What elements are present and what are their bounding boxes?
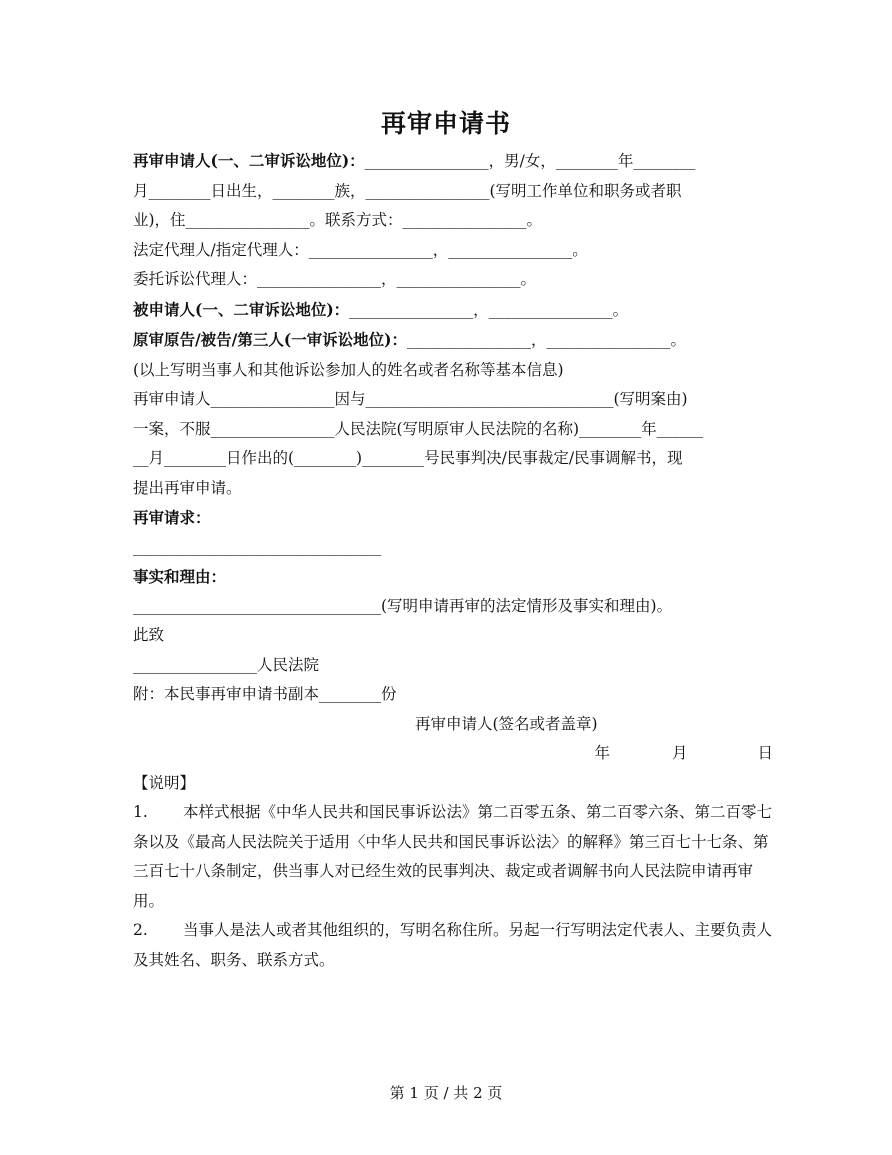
respondent-fields: ________________，________________。 [349, 300, 629, 319]
page-footer: 第 1 页 / 共 2 页 [389, 1084, 503, 1102]
date-day: 日 [757, 744, 773, 762]
applicant-fields: ________________，男/女，________年________ [364, 152, 696, 170]
case-line-1: 再审申请人________________因与________________________________(写明案由) [133, 390, 688, 408]
case-line-3: __月________日作出的(________)________号民事判决/民事裁定/民事调解书，现 [133, 449, 683, 467]
respondent-label: 被申请人(一、二审诉讼地位)： [133, 299, 350, 319]
signature-line: 再审申请人(签名或者盖章) [415, 714, 598, 733]
facts-reasons-heading: 事实和理由： [133, 567, 227, 586]
legal-representative-line: 法定代理人/指定代理人：________________，________________。 [133, 240, 588, 259]
note-item-1 [133, 798, 773, 916]
date-month: 月 [671, 744, 688, 762]
document-title: 再审申请书 [380, 109, 511, 138]
attachment-line: 附：本民事再审申请书副本________份 [133, 685, 397, 703]
document-body [133, 146, 773, 975]
court-name-line: ________________人民法院 [133, 655, 320, 674]
case-line-4: 提出再审申请。 [133, 478, 242, 497]
agent-line: 委托诉讼代理人：________________，________________。 [133, 270, 537, 288]
applicant-address-line: 业)，住________________。联系方式：________________。 [133, 211, 543, 229]
note-number-1: 1. [133, 803, 148, 821]
original-party-label: 原审原告/被告/第三人(一审诉讼地位)： [133, 330, 407, 349]
retrial-request-heading: 再审请求： [133, 508, 211, 527]
original-party-fields: ________________，________________。 [407, 331, 687, 349]
note-item-2 [133, 916, 773, 975]
party-info-note: (以上写明当事人和其他诉讼参加人的姓名或者名称等基本信息) [133, 360, 564, 379]
applicant-birth-line: 月________日出生，________族，________________(写明工作单位和职务或者职 [133, 181, 682, 200]
note-text-2: 当事人是法人或者其他组织的，写明名称住所。另起一行写明法定代表人、主要负责人及其姓名、职务、联系方式。 [133, 921, 773, 969]
note-text-1: 本样式根据《中华人民共和国民事诉讼法》第二百零五条、第二百零六条、第二百零七条以及《最高人民法院关于适用〈中华人民共和国民事诉讼法〉的解释》第三百七十七条、第三百七十八条制定，供当事人对已经生效的民事判决、裁定或者调解书向人民法院申请再审用。 [133, 803, 773, 910]
applicant-line [133, 146, 773, 177]
original-party-line [133, 325, 773, 356]
facts-reasons-blank: ________________________________(写明申请再审的法定情形及事实和理由)。 [133, 596, 673, 615]
applicant-label: 再审申请人(一、二审诉讼地位)： [133, 151, 365, 170]
date-year: 年 [594, 744, 610, 762]
salutation: 此致 [133, 626, 165, 644]
case-line-2: 一案，不服________________人民法院(写明原审人民法院的名称)________年______ [133, 419, 704, 438]
date-line [133, 739, 773, 769]
note-number-2: 2. [133, 921, 148, 939]
retrial-request-blank: ________________________________ [133, 537, 381, 556]
notes-heading: 【说明】 [133, 773, 196, 792]
respondent-line [133, 295, 773, 326]
